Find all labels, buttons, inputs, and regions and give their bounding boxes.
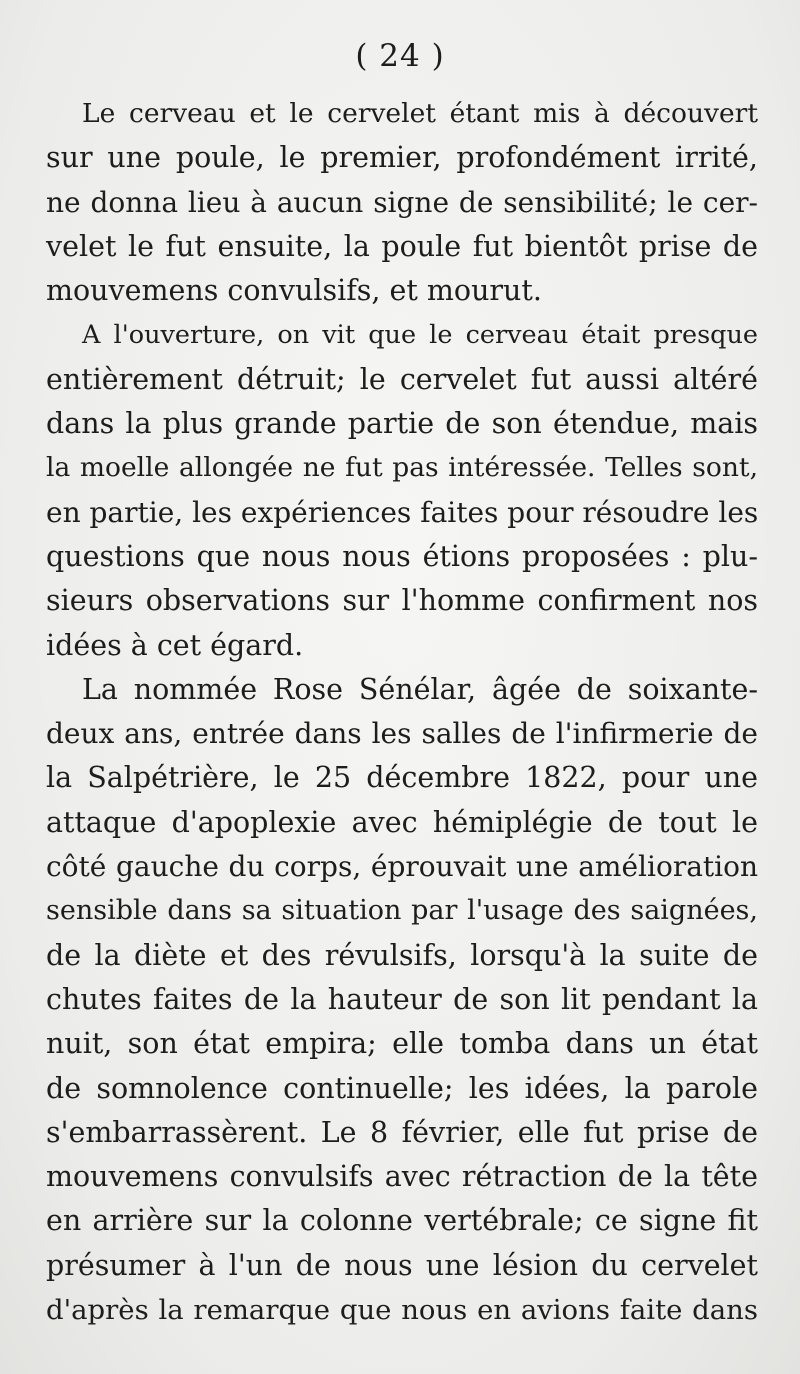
text-line: mouvemens convulsifs avec rétraction de la tête bbox=[46, 1160, 758, 1194]
page-number: ( 24 ) bbox=[355, 38, 445, 74]
text-line: de somnolence continuelle; les idées, la parole bbox=[46, 1071, 758, 1105]
text-line: mouvemens convulsifs, et mourut. bbox=[46, 274, 542, 308]
text-line: ne donna lieu à aucun signe de sensibilité; le cer- bbox=[46, 185, 758, 219]
text-line: en partie, les expériences faites pour résoudre les bbox=[46, 495, 759, 529]
text-line: présumer à l'un de nous une lésion du cervelet bbox=[46, 1248, 758, 1282]
body-text bbox=[46, 92, 758, 1332]
text-line: sur une poule, le premier, profondément irrité, bbox=[46, 141, 758, 175]
text-line: nuit, son état empira; elle tomba dans un état bbox=[46, 1027, 758, 1061]
text-line: sieurs observations sur l'homme confirment nos bbox=[46, 584, 758, 618]
text-line: dans la plus grande partie de son étendue, mais bbox=[46, 407, 758, 441]
text-line: idées à cet égard. bbox=[46, 628, 304, 662]
text-line: en arrière sur la colonne vertébrale; ce signe fit bbox=[46, 1204, 758, 1238]
text-line: entièrement détruit; le cervelet fut aussi altéré bbox=[46, 362, 758, 396]
text-line: chutes faites de la hauteur de son lit pendant la bbox=[46, 982, 758, 1016]
text-line: côté gauche du corps, éprouvait une amélioration bbox=[46, 850, 758, 884]
text-line: A l'ouverture, on vit que le cerveau était presque bbox=[82, 320, 758, 351]
text-line: La nommée Rose Sénélar, âgée de soixante- bbox=[82, 672, 758, 706]
text-line: la Salpétrière, le 25 décembre 1822, pour une bbox=[46, 761, 758, 795]
text-line: deux ans, entrée dans les salles de l'infirmerie de bbox=[46, 717, 758, 751]
text-line: s'embarrassèrent. Le 8 février, elle fut prise de bbox=[46, 1115, 758, 1149]
text-line: questions que nous nous étions proposées : plu- bbox=[46, 539, 758, 573]
text-line: la moelle allongée ne fut pas intéressée. Telles sont, bbox=[46, 452, 758, 484]
text-line: de la diète et des révulsifs, lorsqu'à la suite de bbox=[46, 938, 758, 972]
text-line: velet le fut ensuite, la poule fut bientôt prise de bbox=[46, 229, 758, 263]
text-line: sensible dans sa situation par l'usage des saignées, bbox=[46, 895, 758, 927]
text-line: attaque d'apoplexie avec hémiplégie de tout le bbox=[46, 805, 758, 839]
text-line: Le cerveau et le cervelet étant mis à découvert bbox=[82, 98, 758, 129]
text-line: d'après la remarque que nous en avions faite dans bbox=[46, 1294, 758, 1327]
